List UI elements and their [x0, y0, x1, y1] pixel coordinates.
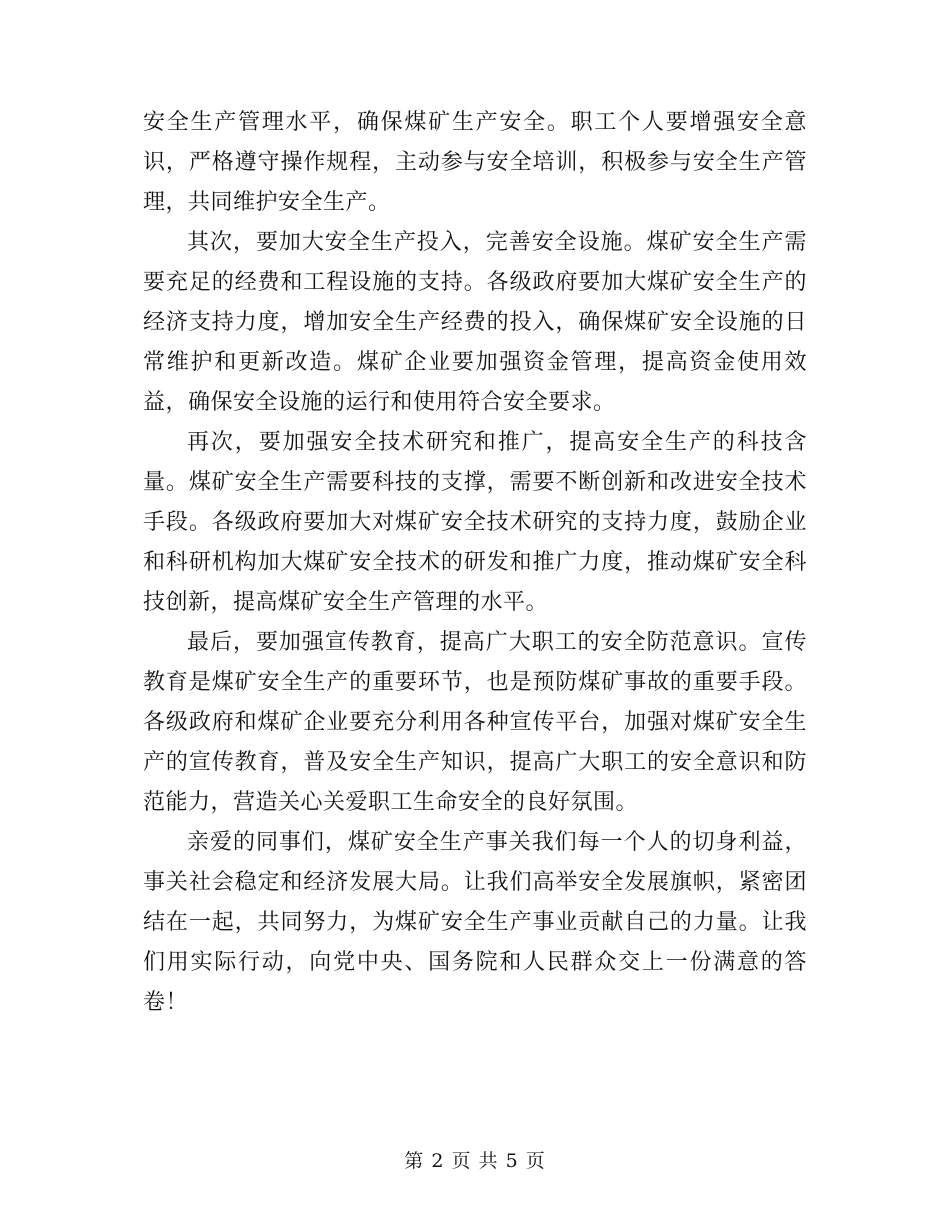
- current-page-number: 2: [431, 1150, 445, 1172]
- footer-suffix: 页: [525, 1150, 546, 1172]
- paragraph-2: 其次，要加大安全生产投入，完善安全设施。煤矿安全生产需要充足的经费和工程设施的支持。各级政府要加大煤矿安全生产的经济支持力度，增加安全生产经费的投入，确保煤矿安全设施的日常维护和更新改造。煤矿企业要加强资金管理，提高资金使用效益，确保安全设施的运行和使用符合安全要求。: [143, 230, 807, 415]
- footer-prefix: 第: [404, 1150, 425, 1172]
- paragraph-5: 亲爱的同事们，煤矿安全生产事关我们每一个人的切身利益，事关社会稳定和经济发展大局。让我们高举安全发展旗帜，紧密团结在一起，共同努力，为煤矿安全生产事业贡献自己的力量。让我们用实际行动，向党中央、国务院和人民群众交上一份满意的答卷！: [143, 830, 807, 1015]
- total-page-count: 5: [505, 1150, 519, 1172]
- paragraph-3: 再次，要加强安全技术研究和推广，提高安全生产的科技含量。煤矿安全生产需要科技的支撑，需要不断创新和改进安全技术手段。各级政府要加大对煤矿安全技术研究的支持力度，鼓励企业和科研机构加大煤矿安全技术的研发和推广力度，推动煤矿安全科技创新，提高煤矿安全生产管理的水平。: [143, 430, 807, 615]
- footer-middle: 页 共: [451, 1150, 499, 1172]
- document-body: [143, 103, 807, 1023]
- paragraph-4: 最后，要加强宣传教育，提高广大职工的安全防范意识。宣传教育是煤矿安全生产的重要环节，也是预防煤矿事故的重要手段。各级政府和煤矿企业要充分利用各种宣传平台，加强对煤矿安全生产的宣传教育，普及安全生产知识，提高广大职工的安全意识和防范能力，营造关心关爱职工生命安全的良好氛围。: [143, 630, 807, 815]
- page-footer: [0, 1147, 950, 1175]
- paragraph-1: 安全生产管理水平，确保煤矿生产安全。职工个人要增强安全意识，严格遵守操作规程，主动参与安全培训，积极参与安全生产管理，共同维护安全生产。: [143, 110, 807, 215]
